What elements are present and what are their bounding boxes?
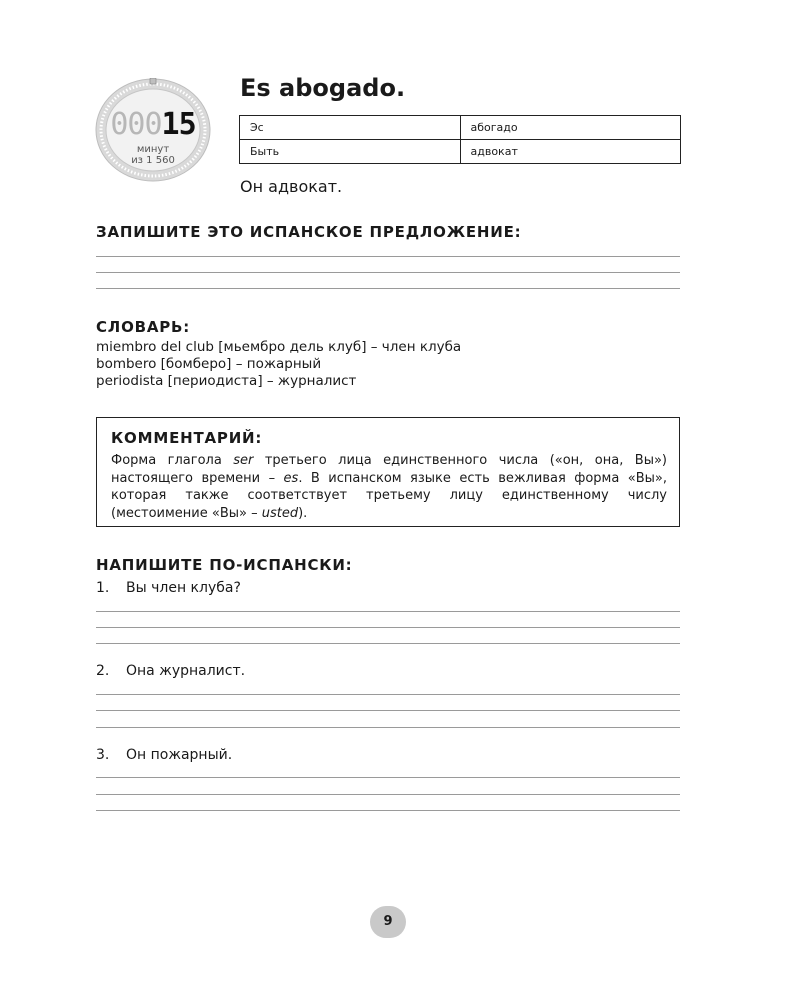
- table-row: [240, 116, 681, 140]
- exercise-number: 1.: [96, 580, 110, 596]
- write-sentence-heading: ЗАПИШИТЕ ЭТО ИСПАНСКОЕ ПРЕДЛОЖЕНИЕ:: [96, 223, 522, 241]
- exercise-item: [96, 746, 232, 764]
- timer-unit: минут: [136, 144, 170, 155]
- table-row: [240, 140, 681, 164]
- vocab-item: periodista [периодиста] – журналист: [96, 373, 357, 389]
- vocab-item: bombero [бомберо] – пожарный: [96, 356, 322, 372]
- spanish-term: usted: [261, 505, 299, 521]
- writing-line: [96, 794, 680, 795]
- writing-line: [96, 727, 680, 728]
- writing-line: [96, 611, 680, 612]
- exercise-item: [96, 579, 241, 597]
- table-cell: абогадо: [460, 116, 681, 140]
- spanish-term: es: [283, 470, 299, 486]
- exercise-number: 3.: [96, 747, 110, 763]
- vocab-list: [96, 339, 461, 390]
- writing-line: [96, 777, 680, 778]
- vocab-item: miembro del club [мьембро дель клуб] – член клуба: [96, 339, 462, 355]
- vocab-heading: СЛОВАРЬ:: [96, 318, 191, 336]
- spanish-term: ser: [233, 453, 254, 468]
- exercise-number: 2.: [96, 663, 110, 679]
- writing-line: [96, 810, 680, 811]
- writing-line: [96, 643, 680, 644]
- table-cell: Быть: [240, 140, 461, 164]
- timer-dim-digits: 000: [110, 107, 162, 142]
- sentence-translation: Он адвокат.: [240, 177, 343, 196]
- writing-line: [96, 272, 680, 273]
- table-cell: адвокат: [460, 140, 681, 164]
- writing-line: [96, 710, 680, 711]
- exercise-text: Он пожарный.: [126, 747, 233, 763]
- progress-timer: [94, 78, 212, 182]
- exercise-text: Она журналист.: [126, 663, 246, 679]
- comment-text: Форма глагола ser третьего лица единственного числа («он, она, Вы») настоящего времени – es. В испанском языке есть вежливая форма «Вы», которая также соответствует третьему лицу единственному числу (местоимение «Вы» – usted).: [111, 453, 667, 521]
- exercise-heading: НАПИШИТЕ ПО-ИСПАНСКИ:: [96, 556, 353, 574]
- writing-line: [96, 627, 680, 628]
- comment-title: КОММЕНТАРИЙ:: [111, 429, 263, 447]
- timer-lit-digits: 15: [161, 107, 196, 142]
- exercise-item: [96, 662, 245, 680]
- timer-digits: [94, 107, 212, 142]
- writing-line: [96, 694, 680, 695]
- transcription-table: [239, 115, 681, 164]
- page-number: 9: [370, 906, 406, 938]
- writing-line: [96, 256, 680, 257]
- writing-line: [96, 288, 680, 289]
- lesson-title: Es abogado.: [240, 74, 406, 102]
- table-cell: Эс: [240, 116, 461, 140]
- timer-total: из 1 560: [131, 155, 175, 166]
- exercise-text: Вы член клуба?: [126, 580, 241, 596]
- comment-box: [96, 417, 680, 527]
